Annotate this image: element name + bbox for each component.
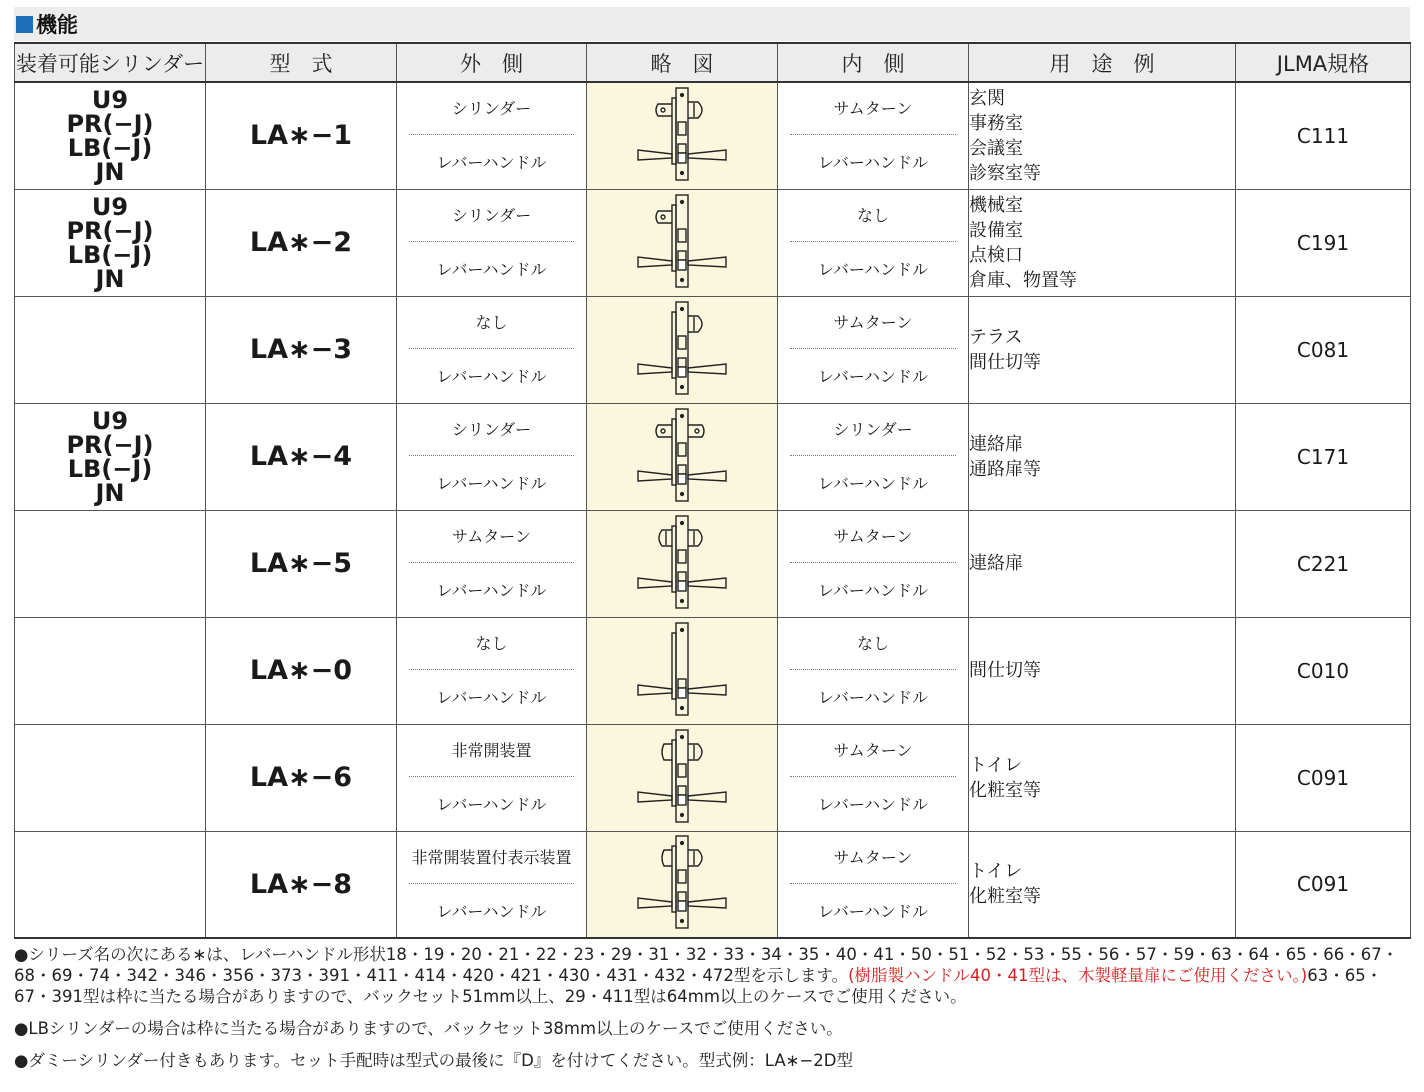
cylinder-name: LB(−J) [67, 133, 153, 162]
header-inner: 内 側 [778, 43, 969, 82]
lock-diagram-icon [632, 298, 732, 398]
table-row [15, 724, 1411, 831]
jlma-cell: C171 [1236, 403, 1411, 510]
cylinder-cell [15, 403, 206, 510]
header-outer: 外 側 [397, 43, 587, 82]
note-1-text: ●シリーズ名の次にある∗は、レバーハンドル形状18・19・20・21・22・23・29・31・32・33・34・35・40・41・50・51・52・53・55・56・57・59・63・64・65・66・67・68・69・74・342・346・356・373・391・411・414・420・421・430・431・432・472型を示します。 [14, 945, 1399, 985]
function-table [14, 42, 1411, 939]
table-row [15, 82, 1411, 189]
outer-top-line: なし [475, 633, 508, 653]
inner-top: なし [790, 190, 956, 242]
outer-top [409, 618, 574, 670]
use-cell [969, 82, 1236, 189]
diagram-cell [587, 82, 778, 189]
inner-wrap [778, 618, 968, 723]
use-cell [969, 403, 1236, 510]
cylinder-name: LB(−J) [67, 454, 153, 483]
section-header [14, 7, 1410, 41]
lock-diagram-icon [632, 84, 732, 184]
cylinder-cell [15, 189, 206, 296]
table-row [15, 189, 1411, 296]
cylinder-cell [15, 296, 206, 403]
outer-wrap [397, 404, 586, 509]
inner-top: サムターン [790, 297, 956, 349]
jlma-cell: C091 [1236, 724, 1411, 831]
lock-diagram-icon [632, 405, 732, 505]
header-use: 用 途 例 [969, 43, 1236, 82]
inner-bottom: レバーハンドル [817, 580, 929, 600]
inner-bottom: レバーハンドル [817, 366, 929, 386]
model-cell: LA∗−3 [206, 296, 397, 403]
table-row [15, 296, 1411, 403]
outer-top-line: 非常開装置付 [411, 847, 508, 867]
use-item: 事務室 [969, 112, 1023, 134]
jlma-cell: C010 [1236, 617, 1411, 724]
use-cell [969, 296, 1236, 403]
cylinder-name: LB(−J) [67, 240, 153, 269]
cylinder-name: U9 [91, 406, 129, 435]
model-cell: LA∗−5 [206, 510, 397, 617]
outer-bottom: レバーハンドル [436, 687, 547, 707]
model-cell: LA∗−6 [206, 724, 397, 831]
outer-wrap [397, 618, 586, 723]
note-2: ●LBシリンダーの場合は枠に当たる場合がありますので、バックセット38mm以上のケースでご使用ください。 [14, 1019, 843, 1038]
inner-bottom: レバーハンドル [817, 153, 929, 172]
outer-bottom: レバーハンドル [436, 366, 547, 386]
inner-top: サムターン [790, 725, 956, 777]
use-cell [969, 510, 1236, 617]
outer-top-line: シリンダー [451, 205, 532, 225]
model-cell: LA∗−1 [206, 82, 397, 189]
cylinder-name: U9 [91, 85, 129, 114]
outer-top-line: なし [475, 312, 508, 332]
inner-bottom: レバーハンドル [817, 794, 929, 814]
inner-wrap [778, 511, 968, 616]
inner-wrap [778, 404, 968, 509]
jlma-cell: C081 [1236, 296, 1411, 403]
inner-top: サムターン [790, 511, 956, 563]
inner-bottom: レバーハンドル [817, 473, 929, 493]
notes [14, 944, 1414, 1082]
outer-top [409, 404, 574, 456]
outer-top [409, 297, 574, 349]
cylinder-name: JN [95, 478, 125, 507]
jlma-cell: C091 [1236, 831, 1411, 938]
outer-top [409, 725, 574, 777]
lock-diagram-icon [632, 512, 732, 612]
use-item: 倉庫、物置等 [969, 269, 1077, 291]
cylinder-cell [15, 831, 206, 938]
table-row [15, 617, 1411, 724]
outer-cell [397, 724, 587, 831]
cylinder-name: JN [95, 264, 125, 293]
use-item: 玄関 [969, 87, 1005, 109]
inner-top: サムターン [790, 83, 956, 135]
outer-bottom: レバーハンドル [436, 794, 547, 814]
outer-wrap [397, 297, 586, 402]
outer-cell [397, 617, 587, 724]
model-cell: LA∗−8 [206, 831, 397, 938]
diagram-cell [587, 510, 778, 617]
outer-wrap [397, 725, 586, 830]
cylinder-name: U9 [91, 192, 129, 221]
note-1-text-b: 63・65・67・391型は枠に当たる場合がありますので、バックセット51mm以上、29・411型は64mm以上のケースでご使用ください。 [14, 966, 1383, 1006]
diagram-cell [587, 724, 778, 831]
note-1-red: (樹脂製ハンドル40・41型は、木製軽量扉にご使用ください。) [848, 966, 1308, 985]
diagram-cell [587, 617, 778, 724]
outer-wrap [397, 511, 586, 616]
inner-top: なし [790, 618, 956, 670]
header-model: 型 式 [206, 43, 397, 82]
cylinder-name: JN [95, 157, 125, 186]
cylinder-cell [15, 617, 206, 724]
outer-top [409, 83, 574, 135]
note-1 [14, 944, 1414, 1007]
outer-bottom: レバーハンドル [436, 259, 547, 279]
diagram-cell [587, 189, 778, 296]
cylinder-name: PR(−J) [66, 109, 154, 138]
outer-wrap [397, 190, 586, 295]
inner-wrap [778, 832, 968, 937]
use-cell [969, 831, 1236, 938]
model-cell: LA∗−4 [206, 403, 397, 510]
outer-cell [397, 189, 587, 296]
jlma-cell: C111 [1236, 82, 1411, 189]
table-header-row [15, 43, 1411, 82]
outer-cell [397, 510, 587, 617]
outer-bottom: レバーハンドル [436, 153, 547, 172]
outer-cell [397, 82, 587, 189]
lock-diagram-icon [632, 726, 732, 826]
outer-cell [397, 831, 587, 938]
outer-top-line: シリンダー [451, 99, 532, 118]
cylinder-cell [15, 724, 206, 831]
header-cylinder: 装着可能シリンダー [15, 43, 206, 82]
section-title: 機能 [36, 13, 78, 37]
inner-cell [778, 617, 969, 724]
jlma-cell: C221 [1236, 510, 1411, 617]
outer-bottom: レバーハンドル [436, 580, 547, 600]
diagram-cell [587, 831, 778, 938]
use-cell [969, 724, 1236, 831]
inner-wrap [778, 83, 968, 188]
section-square-icon [16, 16, 33, 33]
cylinder-cell [15, 510, 206, 617]
use-item: 化粧室等 [969, 886, 1041, 908]
inner-wrap [778, 725, 968, 830]
model-cell: LA∗−0 [206, 617, 397, 724]
use-item: 化粧室等 [969, 779, 1041, 801]
use-item: 連絡扉 [969, 553, 1023, 574]
inner-cell [778, 296, 969, 403]
inner-wrap [778, 297, 968, 402]
inner-cell [778, 724, 969, 831]
use-item: 連絡扉 [969, 433, 1023, 455]
use-item: 設備室 [969, 219, 1023, 241]
note-3: ●ダミーシリンダー付きもあります。セット手配時は型式の最後に『D』を付けてください。型式例：LA∗−2D型 [14, 1051, 854, 1070]
jlma-cell: C191 [1236, 189, 1411, 296]
use-item: トイレ [969, 754, 1023, 776]
inner-top: サムターン [790, 832, 956, 884]
header-diagram: 略 図 [587, 43, 778, 82]
header-jlma: JLMA規格 [1236, 43, 1411, 82]
diagram-cell [587, 403, 778, 510]
inner-bottom: レバーハンドル [817, 687, 929, 707]
use-item: 診察室等 [969, 162, 1041, 184]
use-item: 間仕切等 [969, 351, 1041, 373]
outer-top-line: サムターン [452, 526, 531, 546]
outer-bottom: レバーハンドル [436, 473, 547, 493]
use-item: 会議室 [969, 137, 1023, 159]
use-item: テラス [969, 326, 1023, 348]
lock-diagram-icon [632, 191, 732, 291]
outer-bottom: レバーハンドル [436, 901, 547, 921]
use-item: 通路扉等 [969, 458, 1041, 480]
inner-cell [778, 831, 969, 938]
inner-bottom: レバーハンドル [817, 259, 929, 279]
table-row [15, 831, 1411, 938]
table-row [15, 510, 1411, 617]
cylinder-cell [15, 82, 206, 189]
cylinder-name: PR(−J) [66, 216, 154, 245]
inner-wrap [778, 190, 968, 295]
outer-cell [397, 403, 587, 510]
inner-cell [778, 82, 969, 189]
outer-top-line: シリンダー [451, 419, 532, 439]
cylinder-name: PR(−J) [66, 430, 154, 459]
outer-top-line: 非常開装置 [451, 740, 532, 760]
outer-cell [397, 296, 587, 403]
outer-top [409, 511, 574, 563]
inner-cell [778, 510, 969, 617]
model-cell: LA∗−2 [206, 189, 397, 296]
use-item: 間仕切等 [969, 660, 1041, 681]
inner-cell [778, 403, 969, 510]
table-row [15, 403, 1411, 510]
outer-top [409, 832, 574, 884]
outer-wrap [397, 832, 586, 937]
use-item: トイレ [969, 861, 1023, 883]
use-item: 機械室 [969, 194, 1023, 216]
lock-diagram-icon [632, 619, 732, 719]
use-cell [969, 617, 1236, 724]
outer-wrap [397, 83, 586, 188]
inner-bottom: レバーハンドル [817, 901, 929, 921]
diagram-cell [587, 296, 778, 403]
outer-top [409, 190, 574, 242]
lock-diagram-icon [632, 832, 732, 932]
inner-top: シリンダー [790, 404, 956, 456]
use-item: 点検口 [969, 244, 1023, 266]
use-cell [969, 189, 1236, 296]
inner-cell [778, 189, 969, 296]
outer-top-line: 表示装置 [507, 847, 572, 867]
